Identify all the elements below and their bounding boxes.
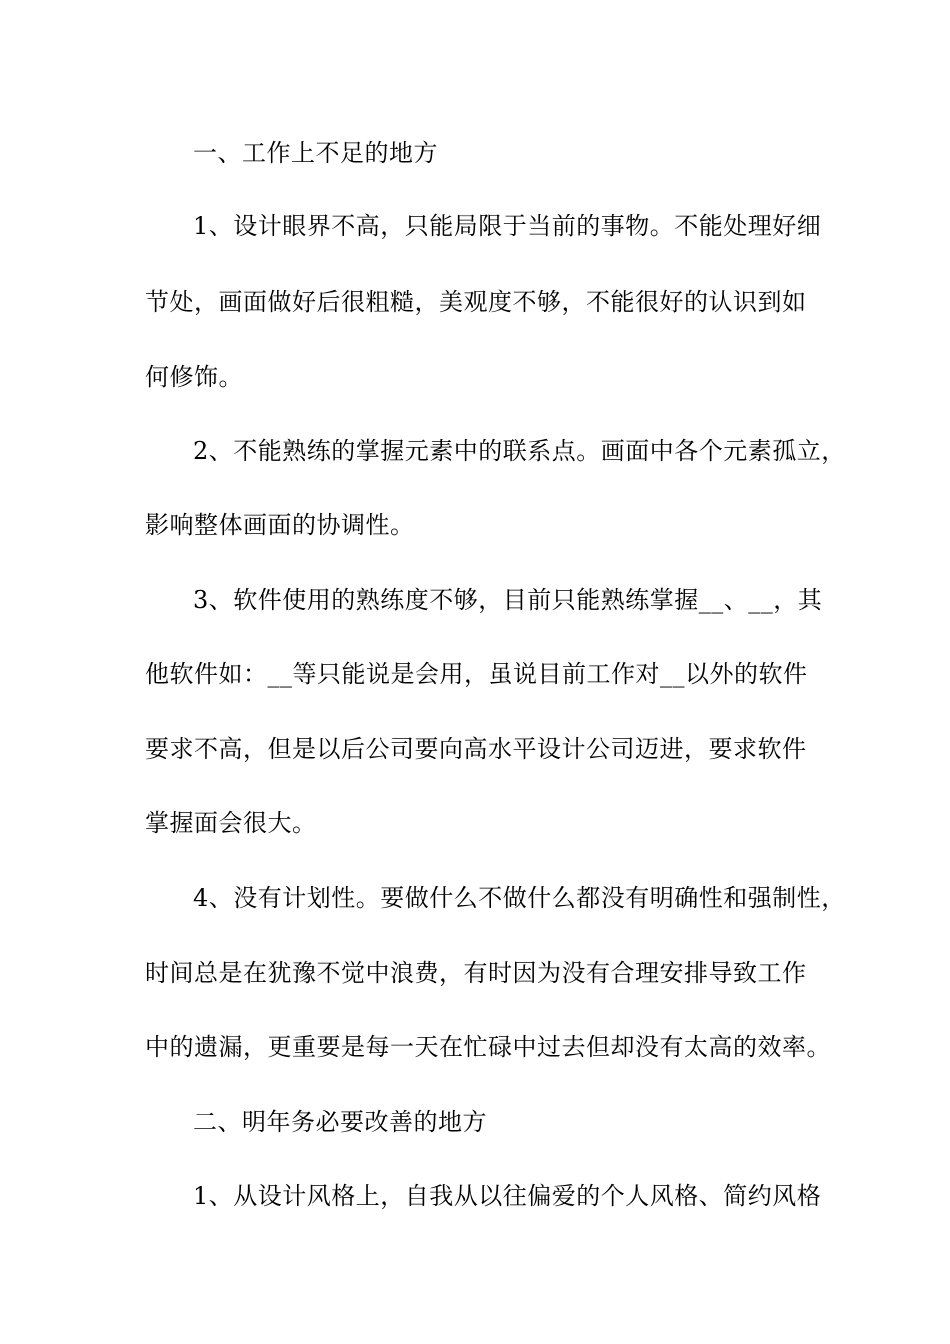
- paragraph-line: 何修饰。: [145, 363, 243, 391]
- section-heading-improvements: 二、明年务必要改善的地方: [193, 1108, 487, 1136]
- paragraph-line: 掌握面会很大。: [145, 809, 317, 837]
- paragraph-line: 影响整体画面的协调性。: [145, 511, 415, 539]
- paragraph-line: 中的遗漏，更重要是每一天在忙碌中过去但却没有太高的效率。: [145, 1033, 831, 1061]
- paragraph-line: 3、软件使用的熟练度不够，目前只能熟练掌握__、__，其: [193, 586, 823, 614]
- paragraph-line: 1、设计眼界不高，只能局限于当前的事物。不能处理好细: [193, 212, 822, 240]
- section-heading-shortcomings: 一、工作上不足的地方: [193, 139, 438, 167]
- paragraph-line: 2、不能熟练的掌握元素中的联系点。画面中各个元素孤立，: [193, 437, 846, 465]
- paragraph-line: 时间总是在犹豫不觉中浪费，有时因为没有合理安排导致工作: [145, 959, 807, 987]
- paragraph-line: 4、没有计划性。要做什么不做什么都没有明确性和强制性，: [193, 884, 846, 912]
- paragraph-line: 他软件如：__等只能说是会用，虽说目前工作对__以外的软件: [145, 660, 808, 688]
- paragraph-line: 1、从设计风格上，自我从以往偏爱的个人风格、简约风格: [193, 1182, 822, 1210]
- paragraph-line: 节处，画面做好后很粗糙，美观度不够，不能很好的认识到如: [145, 288, 807, 316]
- paragraph-line: 要求不高，但是以后公司要向高水平设计公司迈进，要求软件: [145, 735, 807, 763]
